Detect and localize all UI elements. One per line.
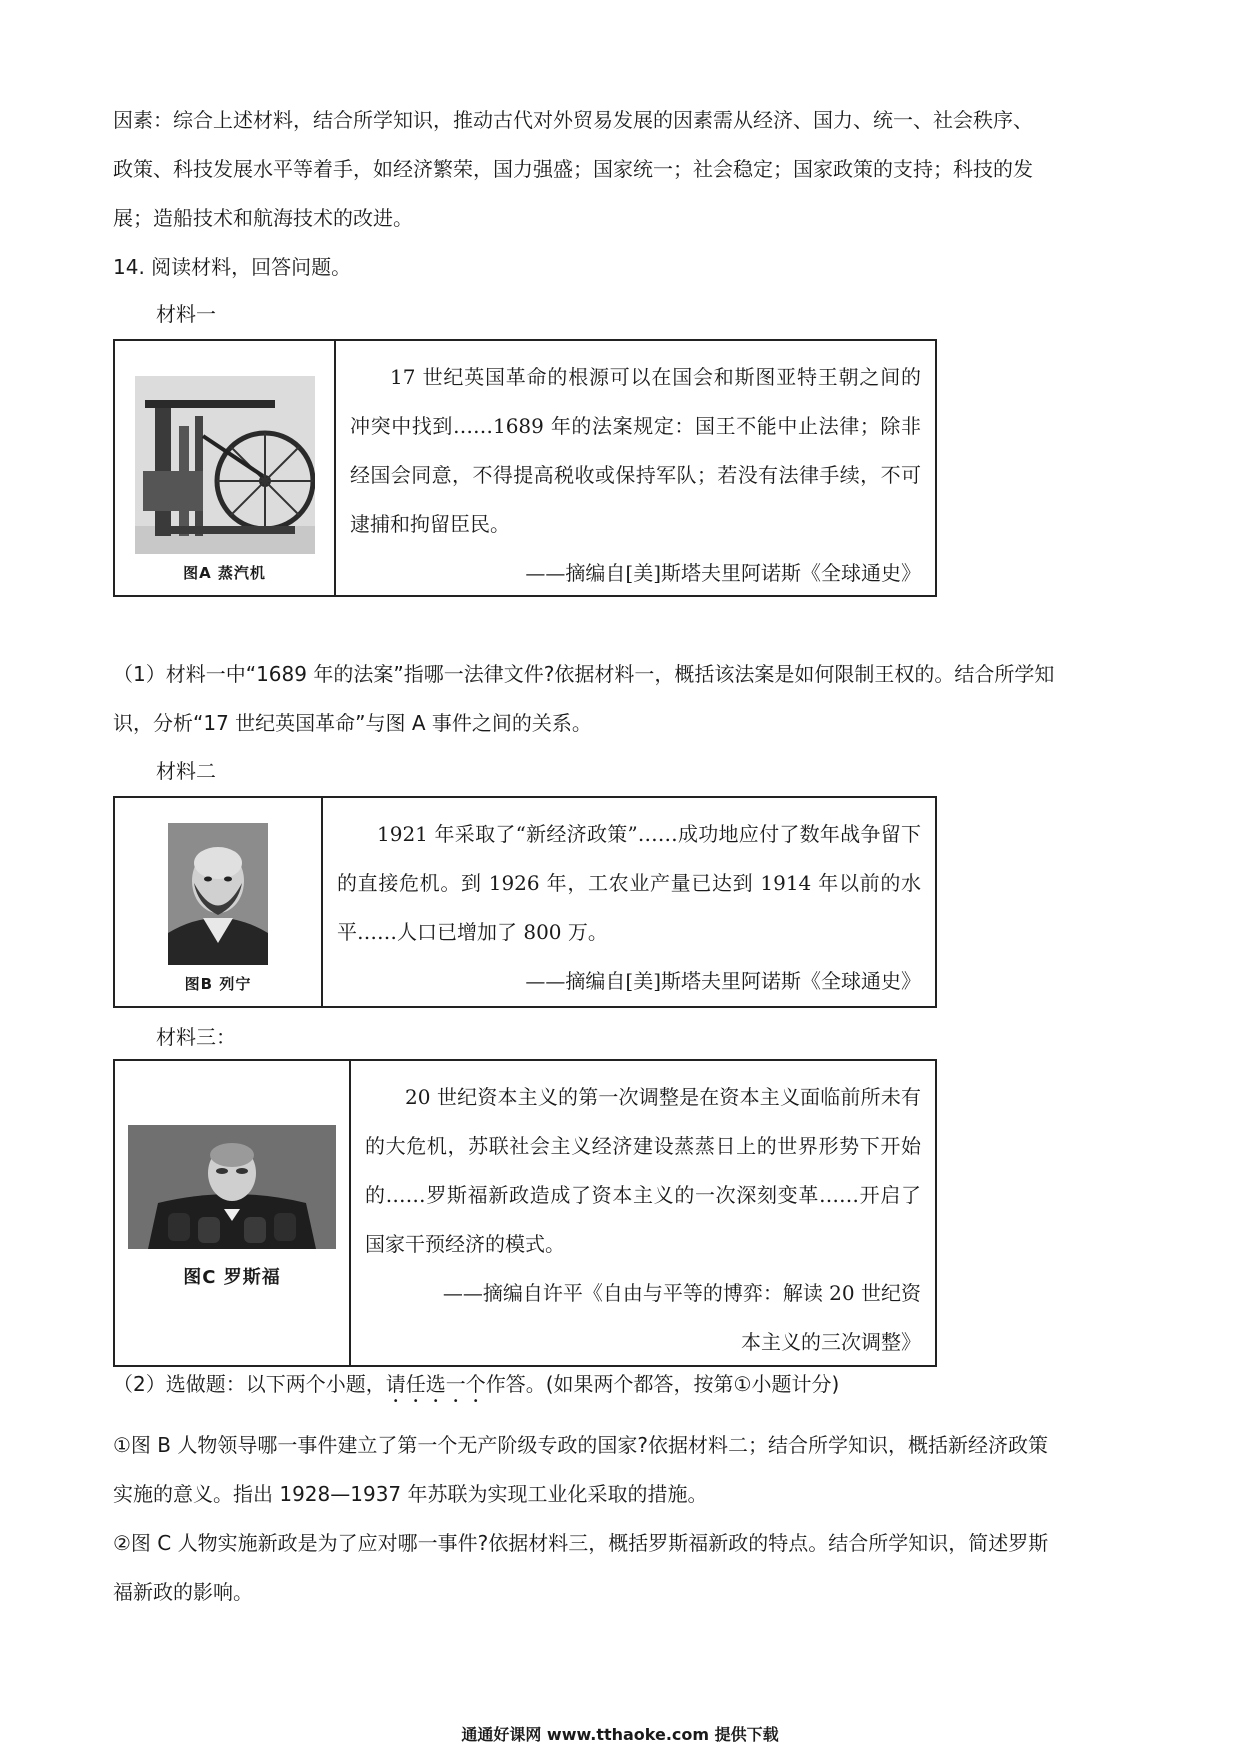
- material1-label: 材料一: [156, 302, 216, 326]
- q2-instruction: [113, 1364, 1133, 1407]
- q2-instruction-emphasis: 请任选一个: [385, 1372, 486, 1396]
- q1-line-2: 识，分析“17 世纪英国革命”与图 A 事件之间的关系。: [113, 711, 592, 735]
- intro-line-1: 因素：综合上述材料，结合所学知识，推动古代对外贸易发展的因素需从经济、国力、统一、社会秩序、: [113, 108, 1033, 132]
- material2-source: ——摘编自[美]斯塔夫里阿诺斯《全球通史》: [525, 969, 921, 993]
- q2-instruction-pre: （2）选做题：以下两个小题，: [113, 1372, 386, 1396]
- material2-text-cell: [323, 798, 935, 1006]
- material2-label: 材料二: [156, 759, 216, 783]
- q1-line-1: （1）材料一中“1689 年的法案”指哪一法律文件?依据材料一，概括该法案是如何限制王权的。结合所学知: [113, 662, 1055, 686]
- material3-source-line-1: ——摘编自许平《自由与平等的博弈：解读 20 世纪资: [442, 1281, 921, 1305]
- material2-text: 1921 年采取了“新经济政策”……成功地应付了数年战争留下的直接危机。到 1926 年，工农业产量已达到 1914 年以前的水平……人口已增加了 800 万。: [337, 822, 921, 944]
- material3-label: 材料三：: [156, 1025, 236, 1049]
- material1-image-cell: [115, 341, 336, 595]
- material1-source: ——摘编自[美]斯塔夫里阿诺斯《全球通史》: [525, 561, 921, 585]
- material1-text-cell: [336, 341, 935, 595]
- material3-box: [113, 1059, 937, 1367]
- material3-text-cell: [351, 1061, 935, 1365]
- material2-caption: 图B 列宁: [184, 975, 252, 993]
- roosevelt-photo-image: [128, 1125, 336, 1249]
- q2-option2-line-1: ②图 C 人物实施新政是为了应对哪一事件?依据材料三，概括罗斯福新政的特点。结合所学知识，简述罗斯: [113, 1531, 1049, 1555]
- material1-box: [113, 339, 937, 597]
- material1-caption: 图A 蒸汽机: [183, 564, 266, 582]
- material1-text: 17 世纪英国革命的根源可以在国会和斯图亚特王朝之间的冲突中找到……1689 年的法案规定：国王不能中止法律；除非经国会同意，不得提高税收或保持军队；若没有法律手续，不可逮捕和拘留臣民。: [350, 365, 921, 536]
- material2-box: [113, 796, 937, 1008]
- material2-image-cell: [115, 798, 323, 1006]
- q2-option1-line-2: 实施的意义。指出 1928—1937 年苏联为实现工业化采取的措施。: [113, 1482, 708, 1506]
- material3-source-line-2: 本主义的三次调整》: [741, 1330, 921, 1354]
- material3-caption: 图C 罗斯福: [183, 1267, 281, 1288]
- page-footer: 通通好课网 www.tthaoke.com 提供下载: [461, 1725, 779, 1744]
- material3-text: 20 世纪资本主义的第一次调整是在资本主义面临前所未有的大危机，苏联社会主义经济建设蒸蒸日上的世界形势下开始的……罗斯福新政造成了资本主义的一次深刻变革……开启了国家干预经济的模式。: [365, 1085, 921, 1256]
- question-title: 14. 阅读材料，回答问题。: [113, 255, 352, 279]
- intro-line-3: 展；造船技术和航海技术的改进。: [113, 206, 413, 230]
- material3-image-cell: [115, 1061, 351, 1365]
- intro-line-2: 政策、科技发展水平等着手，如经济繁荣，国力强盛；国家统一；社会稳定；国家政策的支持；科技的发: [113, 157, 1033, 181]
- q2-option2-line-2: 福新政的影响。: [113, 1580, 253, 1604]
- lenin-portrait-image: [168, 823, 268, 965]
- q2-instruction-post: 作答。(如果两个都答，按第①小题计分): [485, 1372, 840, 1396]
- steam-engine-image: [135, 376, 315, 554]
- q2-option1-line-1: ①图 B 人物领导哪一事件建立了第一个无产阶级专政的国家?依据材料二；结合所学知识，概括新经济政策: [113, 1433, 1048, 1457]
